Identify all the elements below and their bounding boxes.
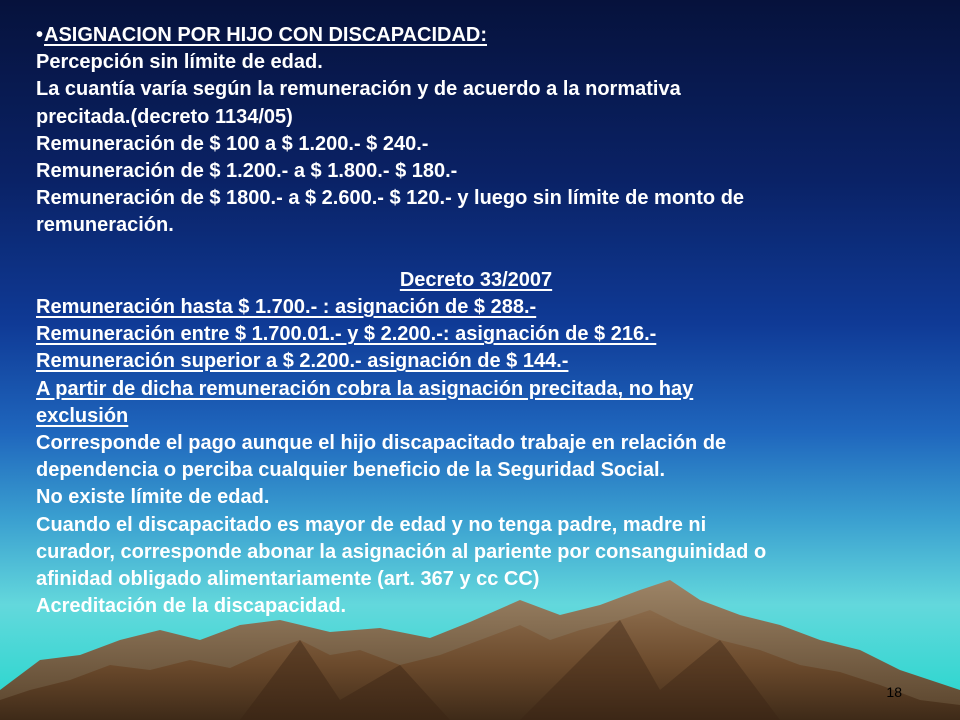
spacer [36, 240, 916, 267]
decreto-line-text: exclusión [36, 404, 129, 427]
text-line: Percepción sin límite de edad. [36, 51, 323, 74]
heading-line [36, 22, 916, 49]
decreto-line-text: A partir de dicha remuneración cobra la asignación precitada, no hay [36, 377, 694, 400]
decreto-line-text: Remuneración hasta $ 1.700.- : asignación de $ 288.- [36, 296, 537, 319]
bullet-icon: • [36, 24, 44, 46]
decreto-title-line [36, 267, 916, 294]
text-line: Remuneración de $ 1800.- a $ 2.600.- $ 120.- y luego sin límite de monto de [36, 187, 745, 210]
decreto-line [36, 376, 916, 403]
text-line: remuneración. [36, 214, 174, 237]
body-line: dependencia o perciba cualquier beneficio de la Seguridad Social. [36, 459, 666, 482]
text-line: La cuantía varía según la remuneración y de acuerdo a la normativa [36, 78, 681, 101]
page-number: 18 [886, 684, 902, 700]
body-line: No existe límite de edad. [36, 486, 270, 509]
body-line: Cuando el discapacitado es mayor de edad y no tenga padre, madre ni [36, 513, 707, 536]
body-line: curador, corresponde abonar la asignación al pariente por consanguinidad o [36, 540, 767, 563]
text-line: Remuneración de $ 100 a $ 1.200.- $ 240.- [36, 132, 429, 155]
decreto-line-text: Remuneración entre $ 1.700.01.- y $ 2.200.-: asignación de $ 216.- [36, 323, 657, 346]
body-line: Acreditación de la discapacidad. [36, 595, 347, 618]
decreto-line [36, 321, 916, 348]
decreto-line [36, 403, 916, 430]
slide-content [36, 22, 916, 620]
decreto-title: Decreto 33/2007 [399, 268, 553, 291]
body-line: afinidad obligado alimentariamente (art. 367 y cc CC) [36, 568, 540, 591]
decreto-line [36, 348, 916, 375]
heading: ASIGNACION POR HIJO CON DISCAPACIDAD: [44, 24, 487, 46]
decreto-line [36, 294, 916, 321]
text-line: Remuneración de $ 1.200.- a $ 1.800.- $ 180.- [36, 160, 458, 183]
body-line: Corresponde el pago aunque el hijo discapacitado trabaje en relación de [36, 432, 727, 455]
decreto-line-text: Remuneración superior a $ 2.200.- asignación de $ 144.- [36, 350, 569, 373]
text-line: precitada.(decreto 1134/05) [36, 105, 293, 128]
